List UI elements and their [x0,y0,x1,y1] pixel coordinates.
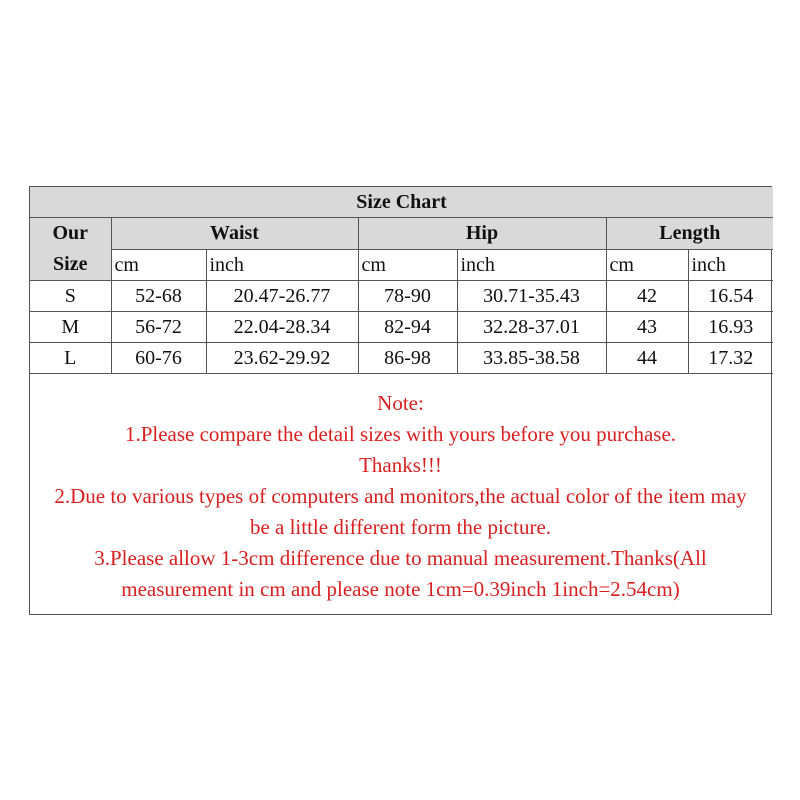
note-item: 3.Please allow 1-3cm difference due to manual measurement.Thanks(All measurement in cm and please note 1cm=0.39inch 1inch=2.54cm) [94,546,707,601]
table-cell: 16.93 [688,312,773,343]
size-chart [29,186,772,615]
size-label: S [30,281,111,312]
our-size-header: Our Size [30,218,111,281]
table-row [30,343,773,374]
table-row [30,281,773,312]
table-cell: 32.28-37.01 [457,312,606,343]
table-cell: 43 [606,312,688,343]
table-cell: 86-98 [358,343,457,374]
table-cell: 82-94 [358,312,457,343]
note-item: 1.Please compare the detail sizes with yours before you purchase. Thanks!!! [124,422,677,477]
group-header-row [30,218,773,250]
table-cell: 16.54 [688,281,773,312]
table-cell: 30.71-35.43 [457,281,606,312]
table-cell: 52-68 [111,281,206,312]
title-row [30,187,773,218]
size-label: M [30,312,111,343]
unit-header: inch [457,249,606,281]
note-heading: Note: [377,391,424,415]
length-header: Length [606,218,773,250]
table-cell: 42 [606,281,688,312]
table-cell: 60-76 [111,343,206,374]
table-cell: 44 [606,343,688,374]
table-cell: 22.04-28.34 [206,312,358,343]
unit-header: cm [358,249,457,281]
unit-header: cm [111,249,206,281]
chart-title: Size Chart [30,187,773,218]
waist-header: Waist [111,218,358,250]
table-cell: 33.85-38.58 [457,343,606,374]
size-label: L [30,343,111,374]
table-cell: 17.32 [688,343,773,374]
table-cell: 20.47-26.77 [206,281,358,312]
unit-header-row [30,249,773,281]
unit-header: cm [606,249,688,281]
table-cell: 56-72 [111,312,206,343]
notes-section [30,374,771,605]
unit-header: inch [688,249,773,281]
size-table [30,187,773,374]
table-cell: 23.62-29.92 [206,343,358,374]
note-item: 2.Due to various types of computers and monitors,the actual color of the item may be a little different form the picture. [54,484,747,539]
hip-header: Hip [358,218,606,250]
table-cell: 78-90 [358,281,457,312]
unit-header: inch [206,249,358,281]
table-row [30,312,773,343]
